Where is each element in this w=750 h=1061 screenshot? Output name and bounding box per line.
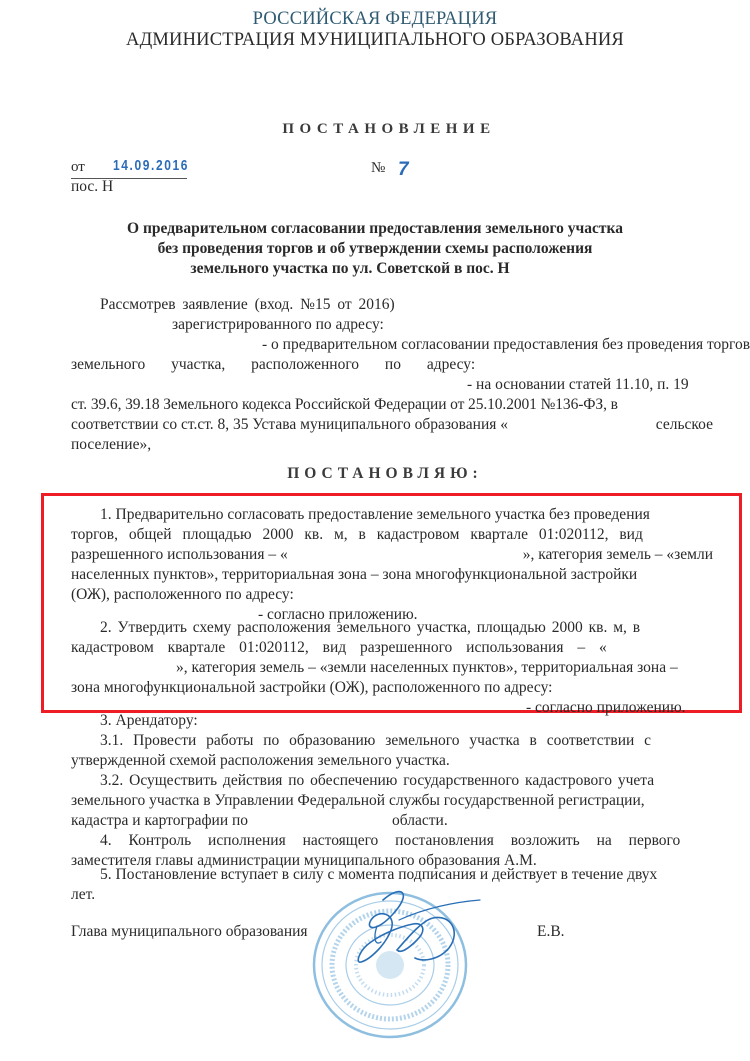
- document-number: 7: [398, 159, 409, 180]
- item-2: [71, 618, 713, 718]
- item-line: [71, 545, 713, 565]
- header-country: РОССИЙСКАЯ ФЕДЕРАЦИЯ: [252, 9, 498, 29]
- title-line: земельного участка по ул. Советской в пос. Н: [190, 260, 510, 277]
- item-line: 3.1. Провести работы по образованию земельного участка в соответствии с: [100, 732, 652, 749]
- title-line: О предварительном согласовании предоставления земельного участка: [127, 220, 623, 237]
- date-field: [71, 157, 190, 179]
- number-label: №: [371, 160, 386, 176]
- item-line: населенных пунктов», территориальная зона – зона многофункциональной застройки: [71, 566, 638, 583]
- item-line: 3.2. Осуществить действия по обеспечению государственного кадастрового учета: [100, 772, 655, 789]
- signer-title: Глава муниципального образования: [71, 923, 308, 940]
- item-line: кадастровом квартале 01:020112, вид разрешенного использования – «: [71, 639, 607, 656]
- item-heading: 3. Арендатору:: [100, 712, 198, 729]
- date-prefix: от: [71, 159, 85, 175]
- document-type-heading: ПОСТАНОВЛЕНИЕ: [282, 121, 496, 137]
- item-line: зона многофункциональной застройки (ОЖ), расположенного по адресу:: [71, 679, 553, 696]
- settlement: пос. Н: [71, 178, 114, 195]
- item-line: заместителя главы администрации муниципального образования А.М.: [71, 852, 537, 869]
- item-line: утвержденной схемой расположения земельного участка.: [71, 752, 450, 769]
- resolve-heading: ПОСТАНОВЛЯЮ:: [287, 465, 483, 482]
- item-line: », категория земель – «земли населенных пунктов», территориальная зона –: [176, 659, 678, 676]
- preamble-line: Рассмотрев заявление (вход. №15 от 2016): [100, 296, 395, 313]
- document-title: [0, 219, 750, 279]
- item-line: [71, 811, 713, 831]
- preamble-line: поселение»,: [71, 436, 152, 453]
- item-line-part: кадастра и картографии по: [71, 812, 249, 829]
- preamble-line-part: сельское: [655, 416, 713, 433]
- item-line: - согласно приложению.: [526, 699, 686, 716]
- preamble-line: ст. 39.6, 39.18 Земельного кодекса Российской Федерации от 25.10.2001 №136-ФЗ, в: [71, 396, 618, 413]
- preamble-line: зарегистрированного по адресу:: [172, 316, 384, 333]
- official-stamp: [310, 890, 470, 1040]
- item-line: - согласно приложению.: [258, 606, 418, 623]
- item-line: земельного участка в Управлении Федеральной службы государственной регистрации,: [71, 792, 645, 809]
- item-1: [71, 505, 713, 625]
- preamble-line: земельного участка, расположенного по адресу:: [71, 356, 476, 373]
- preamble: [71, 295, 750, 455]
- item-line-part: разрешенного использования – «: [71, 546, 288, 563]
- item-3: [71, 711, 713, 831]
- signature-icon: [305, 880, 495, 1000]
- item-line: 2. Утвердить схему расположения земельного участка, площадью 2000 кв. м, в: [100, 619, 641, 636]
- item-line: 5. Постановление вступает в силу с момента подписания и действует в течение двух: [100, 866, 658, 883]
- preamble-line: [71, 415, 713, 435]
- item-line: лет.: [71, 886, 96, 903]
- signer-name: Е.В.: [537, 923, 565, 940]
- preamble-line-part: соответствии со ст.ст. 8, 35 Устава муниципального образования «: [71, 416, 509, 433]
- item-line: 4. Контроль исполнения настоящего постановления возложить на первого: [100, 832, 681, 849]
- item-line: (ОЖ), расположенного по адресу:: [71, 586, 294, 603]
- item-line: торгов, общей площадью 2000 кв. м, в кадастровом квартале 01:020112, вид: [71, 526, 643, 543]
- preamble-line: - на основании статей 11.10, п. 19: [467, 376, 689, 393]
- item-line-part: области.: [392, 812, 448, 829]
- item-line-part: », категория земель – «земли: [522, 546, 713, 563]
- header-administration: АДМИНИСТРАЦИЯ МУНИЦИПАЛЬНОГО ОБРАЗОВАНИЯ: [126, 30, 624, 50]
- title-line: без проведения торгов и об утверждении схемы расположения: [157, 240, 593, 257]
- preamble-line: - о предварительном согласовании предоставления без проведения торгов: [262, 336, 750, 353]
- date-value: 14.09.2016: [113, 157, 190, 174]
- item-line: 1. Предварительно согласовать предоставление земельного участка без проведения: [100, 506, 650, 523]
